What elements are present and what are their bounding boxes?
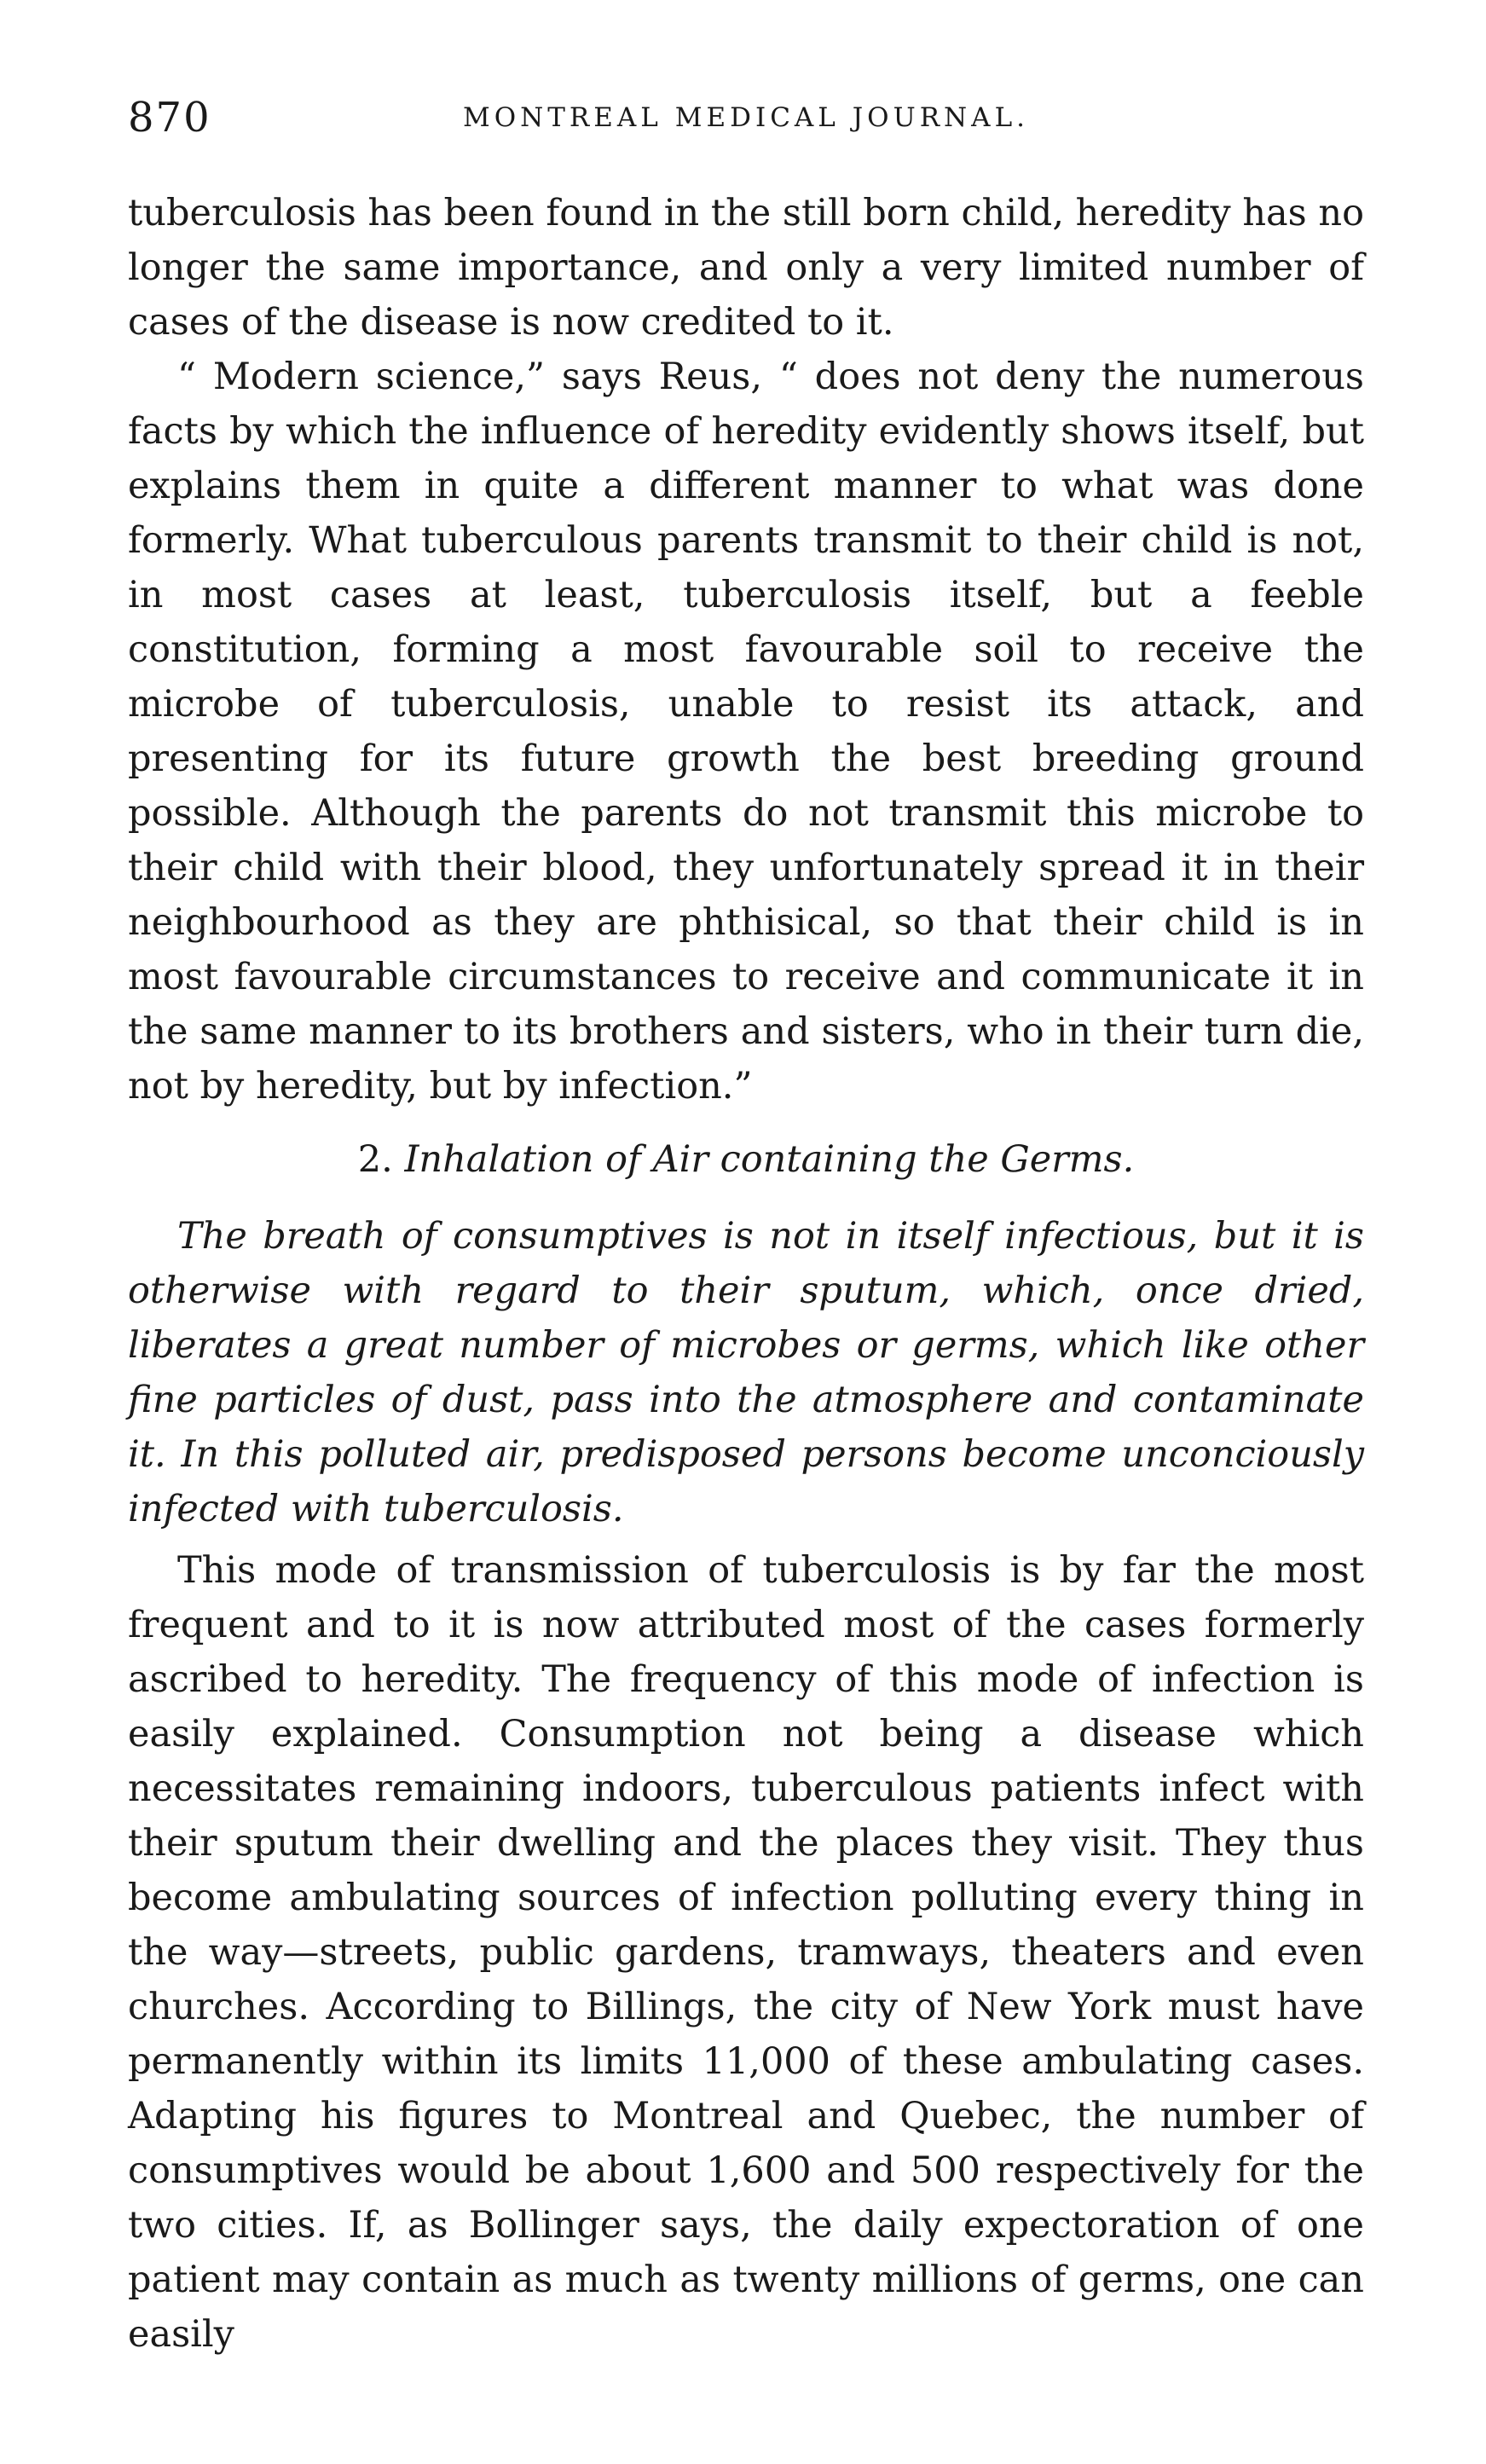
paragraph-heredity-continued: tuberculosis has been found in the still born child, heredity has no longer the same importance, and only a very limited number of cases of the disease is now credited to it. (128, 192, 1364, 344)
paragraph-reus-quote: “ Modern science,” says Reus, “ does not deny the numerous facts by which the influence of heredity evidently shows itself, but explains them in quite a different manner to what was done formerly. What tuberculous parents transmit to their child is not, in most cases at least, tuberculosis itself, but a feeble constitution, forming a most favourable soil to receive the microbe of tuberculosis, unable to resist its attack, and presenting for its future growth the best breeding ground possible. Although the parents do not transmit this microbe to their child with their blood, they unfortunately spread it in their neighbourhood as they are phthisical, so that their child is in most favourable circumstances to receive and communicate it in the same manner to its brothers and sisters, who in their turn die, not by heredity, but by infection.” (128, 356, 1364, 1108)
page-number: 870 (128, 94, 211, 142)
section-number: 2. (357, 1138, 393, 1181)
journal-title: MONTREAL MEDICAL JOURNAL. (462, 102, 1030, 133)
paragraph-transmission: This mode of transmission of tuberculosis is by far the most frequent and to it is now attributed most of the cases formerly ascribed to heredity. The frequency of this mode of infection is easily explained. Consumption not being a disease which necessitates remaining indoors, tuberculous patients infect with their sputum their dwelling and the places they visit. They thus become ambulating sources of infection polluting every thing in the way—streets, public gardens, tramways, theaters and even churches. According to Billings, the city of New York must have permanently within its limits 11,000 of these ambulating cases. Adapting his figures to Montreal and Quebec, the number of consumptives would be about 1,600 and 500 respectively for the two cities. If, as Bollinger says, the daily expectoration of one patient may contain as much as twenty millions of germs, one can easily (128, 1549, 1364, 2356)
journal-page (128, 94, 1364, 2362)
running-head (128, 94, 1364, 162)
paragraph-italic-summary: The breath of consumptives is not in itself infectious, but it is otherwise with regard to their sputum, which, once dried, liberates a great number of microbes or germs, which like other fine particles of dust, pass into the atmosphere and contaminate it. In this polluted air, predisposed persons become unconciously infected with tuberculosis. (128, 1215, 1364, 1530)
section-heading (128, 1132, 1364, 1187)
section-title: Inhalation of Air containing the Germs. (404, 1138, 1135, 1181)
